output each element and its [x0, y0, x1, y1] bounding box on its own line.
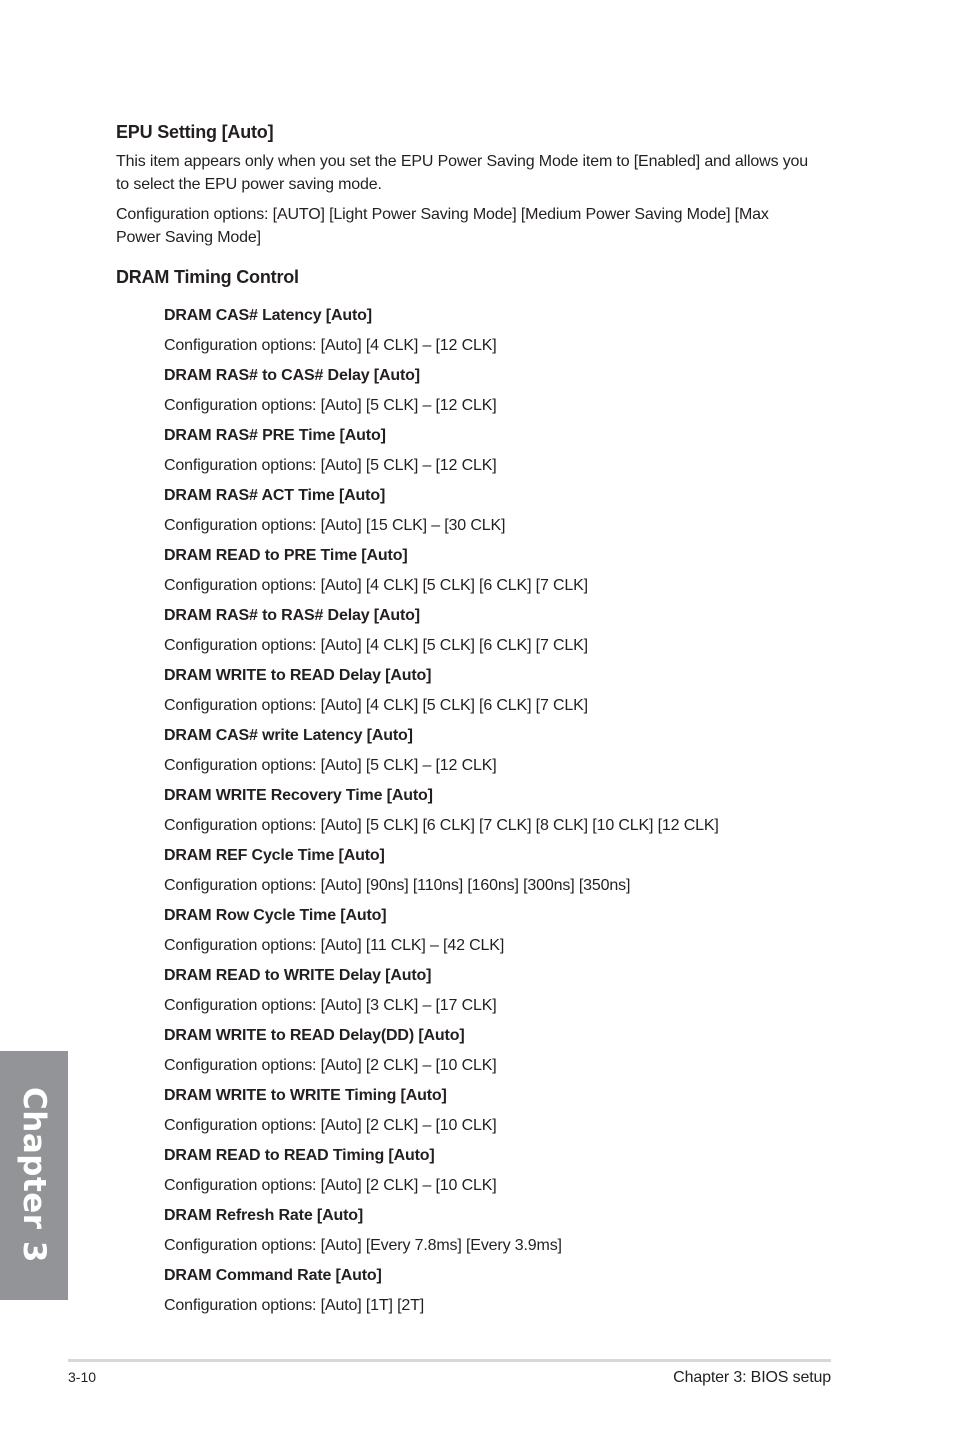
dram-item-options: Configuration options: [Auto] [5 CLK] – [12 CLK] — [164, 457, 497, 474]
footer-divider — [68, 1359, 831, 1362]
dram-item-options: Configuration options: [Auto] [Every 7.8ms] [Every 3.9ms] — [164, 1237, 562, 1254]
dram-item-title: DRAM WRITE Recovery Time [Auto] — [164, 787, 433, 804]
dram-item-options: Configuration options: [Auto] [5 CLK] [6 CLK] [7 CLK] [8 CLK] [10 CLK] [12 CLK] — [164, 817, 719, 834]
dram-item-options: Configuration options: [Auto] [4 CLK] [5 CLK] [6 CLK] [7 CLK] — [164, 637, 588, 654]
dram-item-options: Configuration options: [Auto] [90ns] [110ns] [160ns] [300ns] [350ns] — [164, 877, 631, 894]
dram-item-title: DRAM WRITE to READ Delay [Auto] — [164, 667, 432, 684]
dram-item-title: DRAM WRITE to WRITE Timing [Auto] — [164, 1087, 447, 1104]
dram-item-options: Configuration options: [Auto] [1T] [2T] — [164, 1297, 425, 1314]
dram-item-options: Configuration options: [Auto] [2 CLK] – [10 CLK] — [164, 1057, 497, 1074]
dram-item-options: Configuration options: [Auto] [4 CLK] [5 CLK] [6 CLK] [7 CLK] — [164, 577, 588, 594]
dram-item-title: DRAM Command Rate [Auto] — [164, 1267, 382, 1284]
dram-item-title: DRAM Row Cycle Time [Auto] — [164, 907, 387, 924]
dram-item-title: DRAM RAS# to CAS# Delay [Auto] — [164, 367, 420, 384]
dram-item-title: DRAM READ to READ Timing [Auto] — [164, 1147, 435, 1164]
dram-item-options: Configuration options: [Auto] [5 CLK] – [12 CLK] — [164, 397, 497, 414]
dram-item-title: DRAM READ to PRE Time [Auto] — [164, 547, 408, 564]
dram-item-options: Configuration options: [Auto] [4 CLK] [5 CLK] [6 CLK] [7 CLK] — [164, 697, 588, 714]
dram-item-title: DRAM REF Cycle Time [Auto] — [164, 847, 385, 864]
dram-item-title: DRAM RAS# ACT Time [Auto] — [164, 487, 386, 504]
dram-item-title: DRAM CAS# write Latency [Auto] — [164, 727, 413, 744]
dram-timing-list — [164, 301, 816, 1321]
footer-page-number: 3-10 — [68, 1369, 97, 1385]
epu-description: This item appears only when you set the EPU Power Saving Mode item to [Enabled] and allows you to select the EPU power saving mode. — [116, 153, 809, 193]
footer-chapter-title: Chapter 3: BIOS setup — [673, 1369, 831, 1386]
dram-item-title: DRAM CAS# Latency [Auto] — [164, 307, 372, 324]
dram-item-options: Configuration options: [Auto] [5 CLK] – [12 CLK] — [164, 757, 497, 774]
epu-config-options: Configuration options: [AUTO] [Light Power Saving Mode] [Medium Power Saving Mode] [Max Power Saving Mode] — [116, 206, 769, 246]
dram-item-options: Configuration options: [Auto] [11 CLK] – [42 CLK] — [164, 937, 505, 954]
dram-item-title: DRAM RAS# PRE Time [Auto] — [164, 427, 386, 444]
dram-item-title: DRAM RAS# to RAS# Delay [Auto] — [164, 607, 420, 624]
dram-item-title: DRAM READ to WRITE Delay [Auto] — [164, 967, 432, 984]
page-content — [116, 118, 816, 1321]
dram-item-options: Configuration options: [Auto] [2 CLK] – [10 CLK] — [164, 1117, 497, 1134]
dram-timing-heading: DRAM Timing Control — [116, 267, 299, 287]
dram-item-options: Configuration options: [Auto] [2 CLK] – [10 CLK] — [164, 1177, 497, 1194]
dram-item-title: DRAM Refresh Rate [Auto] — [164, 1207, 364, 1224]
dram-item-options: Configuration options: [Auto] [4 CLK] – [12 CLK] — [164, 337, 497, 354]
chapter-side-tab-label: Chapter 3 — [16, 1087, 52, 1263]
dram-item-options: Configuration options: [Auto] [15 CLK] – [30 CLK] — [164, 517, 506, 534]
chapter-side-tab — [0, 1051, 68, 1300]
dram-item-options: Configuration options: [Auto] [3 CLK] – [17 CLK] — [164, 997, 497, 1014]
dram-item-title: DRAM WRITE to READ Delay(DD) [Auto] — [164, 1027, 465, 1044]
epu-setting-heading: EPU Setting [Auto] — [116, 122, 274, 142]
